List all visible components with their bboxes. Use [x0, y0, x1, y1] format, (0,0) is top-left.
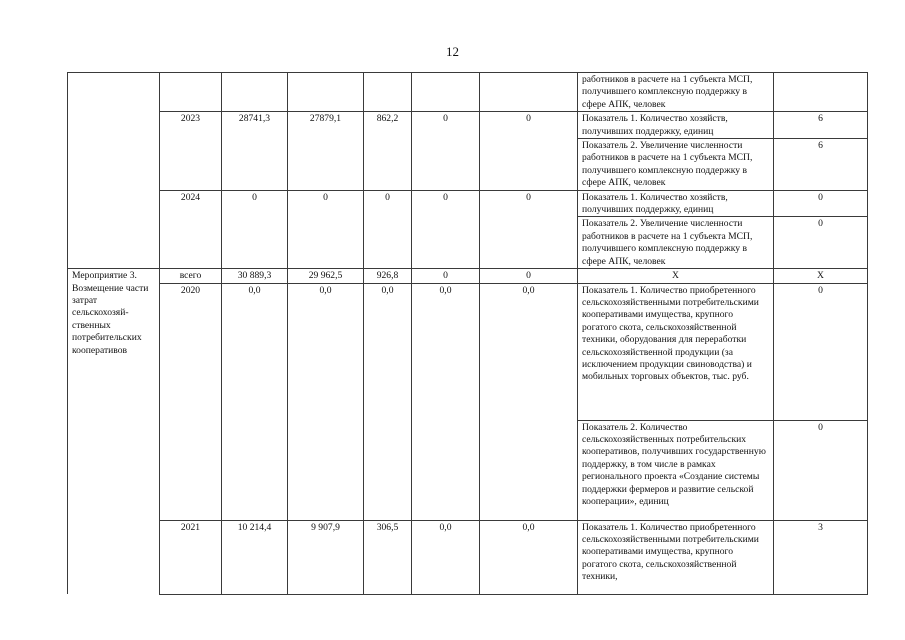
- other-cell: 0: [480, 112, 578, 190]
- regional-cell: 306,5: [364, 520, 412, 594]
- indicator-text: Показатель 2. Увеличение численности работников в расчете на 1 субъекта МСП, получившего комплексную поддержку в сфере АПК, человек: [578, 139, 774, 191]
- funding-table: [67, 72, 868, 595]
- year-cell: 2023: [160, 112, 222, 190]
- other-cell: 0: [480, 269, 578, 283]
- indicator-text: Показатель 2. Количество сельскохозяйственных потребительских кооперативов, получивших государственную поддержку, в том числе в рамках регионального проекта «Создание системы поддержки фермеров и развитие сельской кооперации», единиц: [578, 420, 774, 520]
- total-cell: 10 214,4: [222, 520, 288, 594]
- year-cell: 2024: [160, 190, 222, 268]
- table-row: [68, 520, 868, 594]
- table-row: [68, 112, 868, 139]
- page-number: 12: [446, 44, 459, 59]
- year-cell: 2021: [160, 520, 222, 594]
- municipal-cell: 0: [412, 112, 480, 190]
- indicator-value: 0: [774, 190, 868, 217]
- indicator-value: 6: [774, 112, 868, 139]
- year-cell: всего: [160, 269, 222, 283]
- table-row: [68, 269, 868, 283]
- municipal-cell: 0: [412, 269, 480, 283]
- indicator-text: Показатель 1. Количество хозяйств, получивших поддержку, единиц: [578, 190, 774, 217]
- indicator-value: 0: [774, 217, 868, 269]
- federal-cell: 0: [288, 190, 364, 268]
- total-cell: 30 889,3: [222, 269, 288, 283]
- total-cell: 28741,3: [222, 112, 288, 190]
- regional-cell: 926,8: [364, 269, 412, 283]
- regional-cell: 0,0: [364, 283, 412, 520]
- indicator-text: работников в расчете на 1 субъекта МСП, получившего комплексную поддержку в сфере АПК, человек: [578, 73, 774, 112]
- total-cell: 0: [222, 190, 288, 268]
- event-name: Мероприятие 3. Возмещение части затрат сельскохозяй-ственных потребительских кооперативов: [68, 269, 160, 594]
- indicator-value: 6: [774, 139, 868, 191]
- municipal-cell: 0,0: [412, 283, 480, 520]
- federal-cell: 29 962,5: [288, 269, 364, 283]
- municipal-cell: 0,0: [412, 520, 480, 594]
- indicator-value: 0: [774, 283, 868, 420]
- table-row: [68, 283, 868, 420]
- indicator-text: Показатель 1. Количество хозяйств, получивших поддержку, единиц: [578, 112, 774, 139]
- indicator-text: Показатель 1. Количество приобретенного сельскохозяйственными потребительскими кооперативами имущества, крупного рогатого скота, сельскохозяйственной техники, оборудования для переработки сельскохозяйственной продукции (за исключением продукции свиноводства) и мобильных торговых объектов, тыс. руб.: [578, 283, 774, 420]
- table-row: [68, 73, 868, 112]
- total-cell: 0,0: [222, 283, 288, 520]
- indicator-text: X: [578, 269, 774, 283]
- federal-cell: 27879,1: [288, 112, 364, 190]
- indicator-value: X: [774, 269, 868, 283]
- municipal-cell: 0: [412, 190, 480, 268]
- federal-cell: 0,0: [288, 283, 364, 520]
- year-cell: 2020: [160, 283, 222, 520]
- regional-cell: 862,2: [364, 112, 412, 190]
- indicator-text: Показатель 1. Количество приобретенного сельскохозяйственными потребительскими кооперативами имущества, крупного рогатого скота, сельскохозяйственной техники,: [578, 520, 774, 594]
- indicator-text: Показатель 2. Увеличение численности работников в расчете на 1 субъекта МСП, получившего комплексную поддержку в сфере АПК, человек: [578, 217, 774, 269]
- other-cell: 0,0: [480, 520, 578, 594]
- table-row: [68, 190, 868, 217]
- event-cell-continued: [68, 73, 160, 269]
- indicator-value: 3: [774, 520, 868, 594]
- other-cell: 0,0: [480, 283, 578, 520]
- indicator-value: 0: [774, 420, 868, 520]
- other-cell: 0: [480, 190, 578, 268]
- federal-cell: 9 907,9: [288, 520, 364, 594]
- regional-cell: 0: [364, 190, 412, 268]
